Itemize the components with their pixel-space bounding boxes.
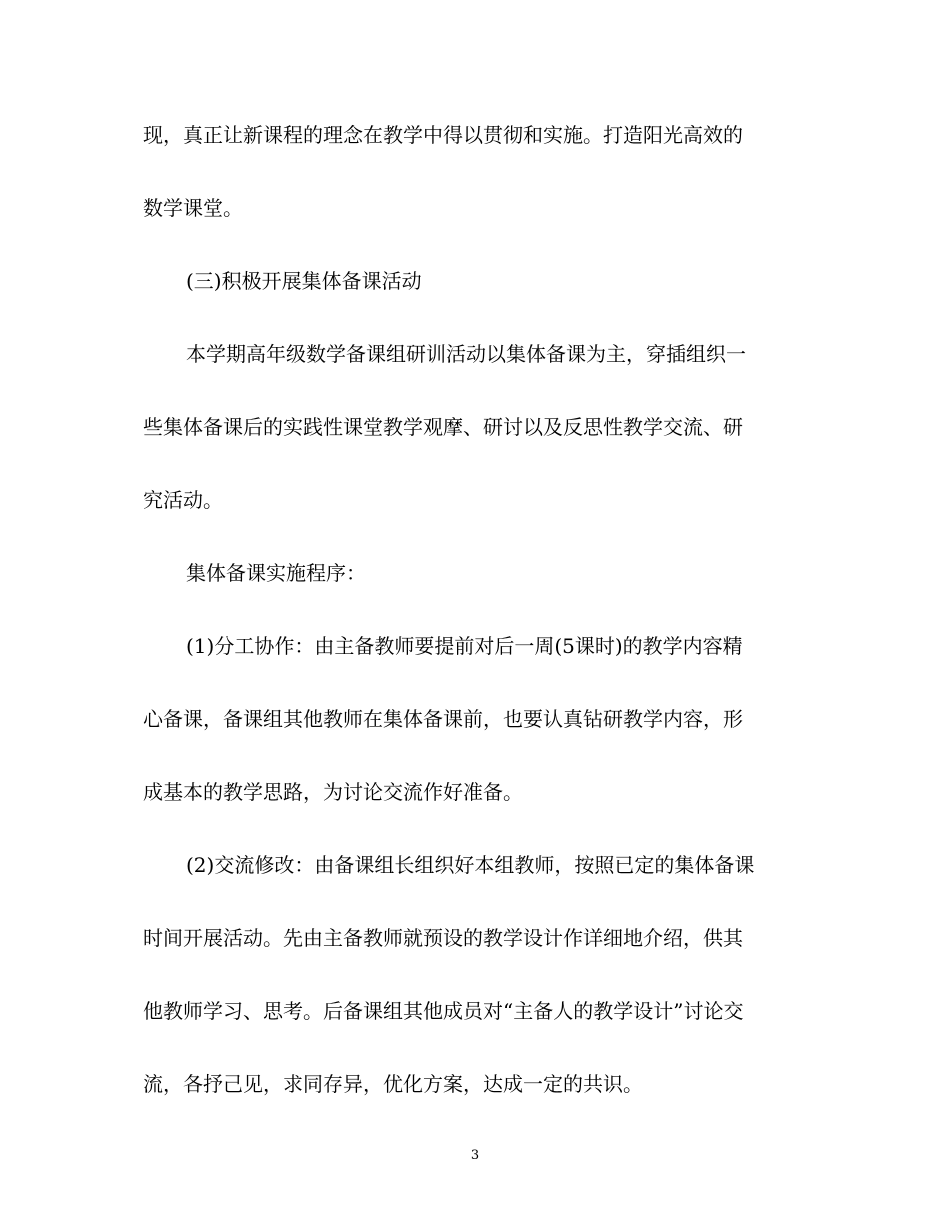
paragraph-line-12: 时间开展活动。先由主备教师就预设的教学设计作详细地介绍，供其	[143, 926, 743, 950]
paragraph-line-4: 本学期高年级数学备课组研训活动以集体备课为主，穿插组织一	[186, 342, 746, 366]
paragraph-line-6: 究活动。	[143, 488, 223, 512]
document-body	[143, 118, 808, 1140]
paragraph-line-1: 现，真正让新课程的理念在教学中得以贯彻和实施。打造阳光高效的	[143, 123, 743, 147]
paragraph-line-9: 心备课，备课组其他教师在集体备课前，也要认真钻研教学内容，形	[143, 707, 743, 731]
page-number: 3	[470, 1148, 480, 1163]
paragraph-line-8: (1)分工协作：由主备教师要提前对后一周(5课时)的教学内容精	[186, 634, 743, 658]
paragraph-line-13: 他教师学习、思考。后备课组其他成员对“主备人的教学设计”讨论交	[143, 999, 744, 1023]
paragraph-line-5: 些集体备课后的实践性课堂教学观摩、研讨以及反思性教学交流、研	[143, 415, 743, 439]
paragraph-line-10: 成基本的教学思路，为讨论交流作好准备。	[143, 780, 523, 804]
paragraph-line-11: (2)交流修改：由备课组长组织好本组教师，按照已定的集体备课	[186, 853, 755, 877]
paragraph-line-2: 数学课堂。	[143, 196, 243, 220]
paragraph-line-14: 流，各抒己见，求同存异，优化方案，达成一定的共识。	[143, 1072, 643, 1096]
paragraph-line-7: 集体备课实施程序：	[186, 561, 366, 585]
section-heading: (三)积极开展集体备课活动	[186, 269, 422, 293]
